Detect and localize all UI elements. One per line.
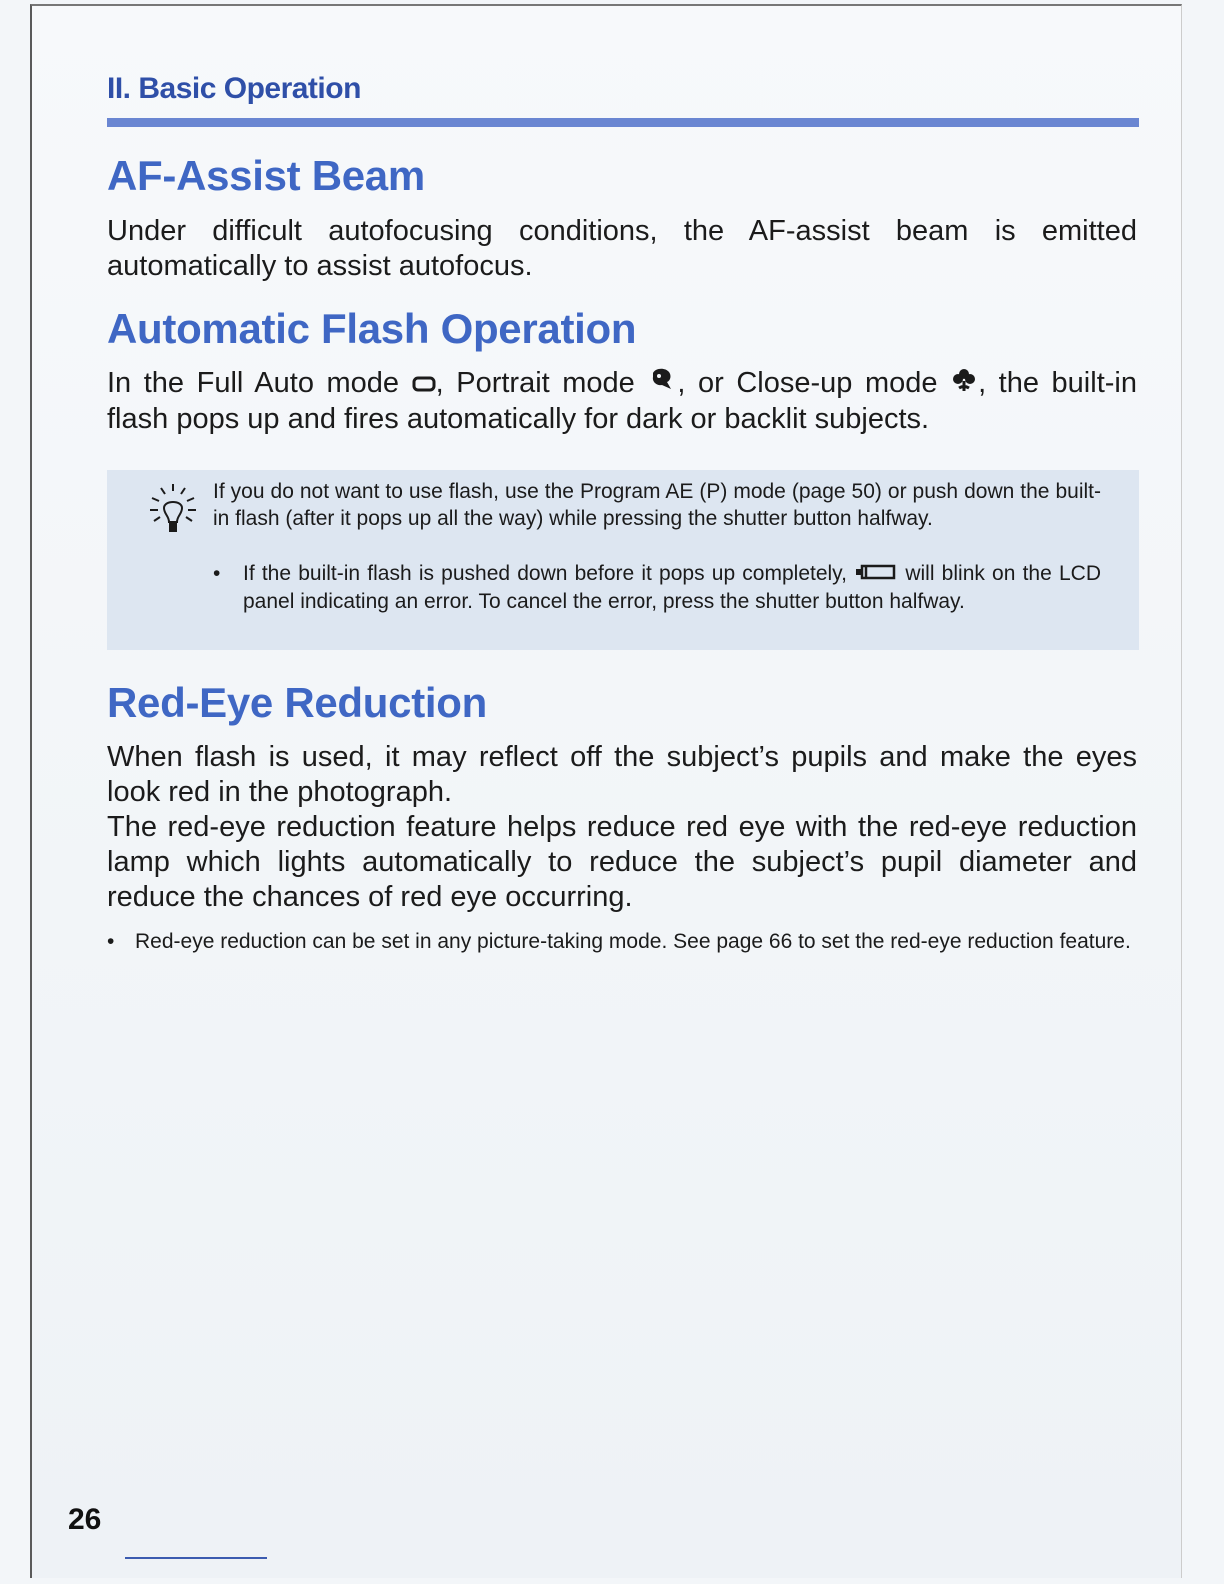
tip-bullet-after: will blink on the LCD panel indicating an error. To cancel the error, press the shutter button halfway.	[243, 562, 1101, 613]
full-auto-mode-icon	[412, 367, 436, 402]
page-number: 26	[68, 1503, 102, 1536]
red-eye-body-2: The red-eye reduction feature helps reduce red eye with the red-eye reduction lamp which lights automatically to reduce the subject’s pupil diameter and reduce the chances of red eye occurring.	[107, 811, 1137, 913]
heading-red-eye-reduction: Red-Eye Reduction	[107, 679, 487, 726]
note-text: Red-eye reduction can be set in any picture-taking mode. See page 66 to set the red-eye reduction feature.	[135, 930, 1131, 953]
section-label: II. Basic Operation	[107, 72, 361, 105]
battery-icon	[854, 561, 898, 588]
portrait-mode-icon	[647, 367, 677, 402]
heading-af-assist-beam: AF-Assist Beam	[107, 152, 425, 199]
tip-bullet-text	[243, 560, 1101, 615]
flash-body-part-1: In the Full Auto mode	[107, 367, 412, 399]
flash-body-part-3: , or Close-up mode	[677, 367, 951, 399]
header-rule	[107, 118, 1139, 127]
flash-body-part-4: , the built-in flash pops up and fires automatically for dark or backlit subjects.	[107, 367, 1137, 435]
af-assist-body: Under difficult autofocusing conditions, the AF-assist beam is emitted automatically to assist autofocus.	[107, 215, 1137, 282]
tip-text: If you do not want to use flash, use the Program AE (P) mode (page 50) or push down the built-in flash (after it pops up all the way) while pressing the shutter button halfway.	[213, 480, 1101, 530]
lightbulb-icon	[140, 482, 206, 542]
automatic-flash-body	[107, 366, 1137, 437]
note-bullet: •	[107, 930, 115, 953]
flash-body-part-2: , Portrait mode	[435, 367, 648, 399]
close-up-mode-icon	[950, 367, 978, 402]
footer-rule	[125, 1557, 267, 1559]
heading-automatic-flash: Automatic Flash Operation	[107, 305, 637, 352]
tip-bullet-before: If the built-in flash is pushed down before it pops up completely,	[243, 562, 847, 585]
tip-bullet-dot: •	[213, 562, 221, 585]
red-eye-body-1: When flash is used, it may reflect off the subject’s pupils and make the eyes look red in the photograph.	[107, 741, 1137, 808]
